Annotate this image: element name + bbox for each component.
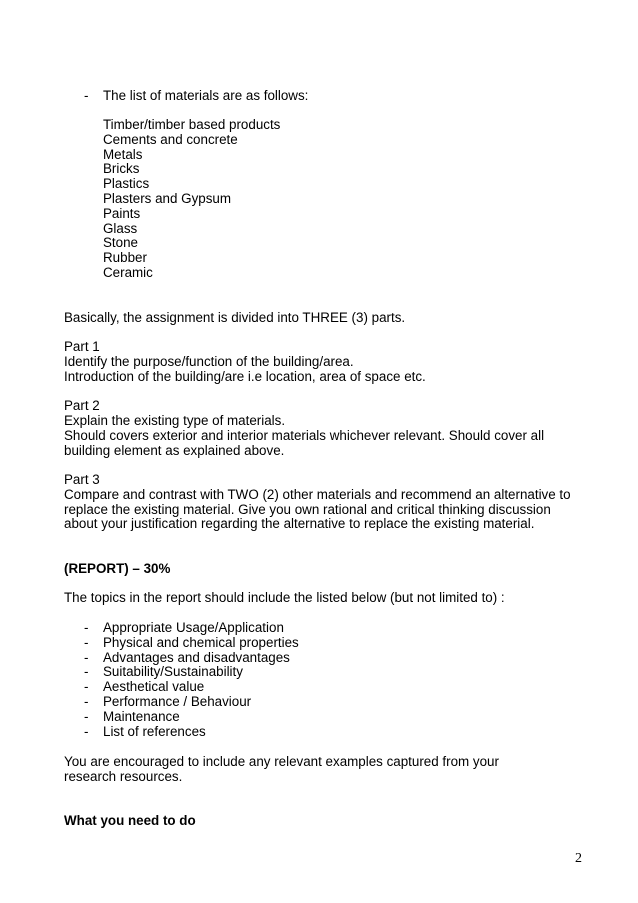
bullet-dash: - <box>84 679 89 695</box>
topic-text: Maintenance <box>103 708 180 724</box>
bullet-dash: - <box>84 88 89 103</box>
topic-text: Suitability/Sustainability <box>103 664 243 680</box>
topic-text: Advantages and disadvantages <box>103 649 290 665</box>
topics-list <box>84 621 299 739</box>
part3-text: Compare and contrast with TWO (2) other materials and recommend an alternative to replace the existing material. Give you own rational and critical thinking discussion about your justification regarding the alternative to replace the existing material. <box>64 487 571 532</box>
intro-text: The list of materials are as follows: <box>103 88 309 103</box>
intro-bullet-line <box>84 89 308 104</box>
list-item <box>84 695 299 710</box>
list-item <box>84 665 299 680</box>
topic-text: Physical and chemical properties <box>103 634 299 650</box>
bullet-dash: - <box>84 634 89 650</box>
list-item: Ceramic <box>103 264 153 280</box>
list-item: Cements and concrete <box>103 131 238 147</box>
list-item: Timber/timber based products <box>103 117 281 132</box>
part2-line2: Should covers exterior and interior materials whichever relevant. Should cover all building element as explained above. <box>64 428 545 458</box>
list-item: Bricks <box>103 161 140 177</box>
encourage-text: You are encouraged to include any relevant examples captured from your research resources. <box>64 754 499 784</box>
bullet-dash: - <box>84 708 89 724</box>
list-item: Metals <box>103 146 143 162</box>
list-item <box>84 651 299 666</box>
list-item: Stone <box>103 235 138 251</box>
topic-text: Appropriate Usage/Application <box>103 620 284 635</box>
list-item: Rubber <box>103 250 147 266</box>
list-item: Paints <box>103 205 141 221</box>
topic-text: Aesthetical value <box>103 679 205 695</box>
list-item <box>84 621 299 636</box>
topic-text: Performance / Behaviour <box>103 693 252 709</box>
bullet-dash: - <box>84 664 89 680</box>
part2-line1: Explain the existing type of materials. <box>64 413 286 428</box>
list-item: Glass <box>103 220 138 236</box>
report-heading: (REPORT) – 30% <box>64 561 171 576</box>
part1-heading: Part 1 <box>64 339 100 354</box>
bullet-dash: - <box>84 649 89 665</box>
topics-intro: The topics in the report should include the listed below (but not limited to) : <box>64 590 505 605</box>
list-item <box>84 710 299 725</box>
bullet-dash: - <box>84 693 89 709</box>
bullet-dash: - <box>84 620 89 635</box>
part2-heading: Part 2 <box>64 398 100 413</box>
list-item <box>84 636 299 651</box>
page-number: 2 <box>575 851 582 866</box>
part1-line2: Introduction of the building/are i.e location, area of space etc. <box>64 369 426 384</box>
list-item <box>84 680 299 695</box>
list-item: Plasters and Gypsum <box>103 190 232 206</box>
list-item <box>84 725 299 740</box>
part3-heading: Part 3 <box>64 472 100 487</box>
parts-intro: Basically, the assignment is divided into THREE (3) parts. <box>64 310 406 325</box>
materials-list <box>103 118 280 281</box>
next-section-heading: What you need to do <box>64 813 196 828</box>
part1-line1: Identify the purpose/function of the building/area. <box>64 354 354 369</box>
topic-text: List of references <box>103 723 206 739</box>
list-item: Plastics <box>103 176 150 192</box>
bullet-dash: - <box>84 723 89 739</box>
